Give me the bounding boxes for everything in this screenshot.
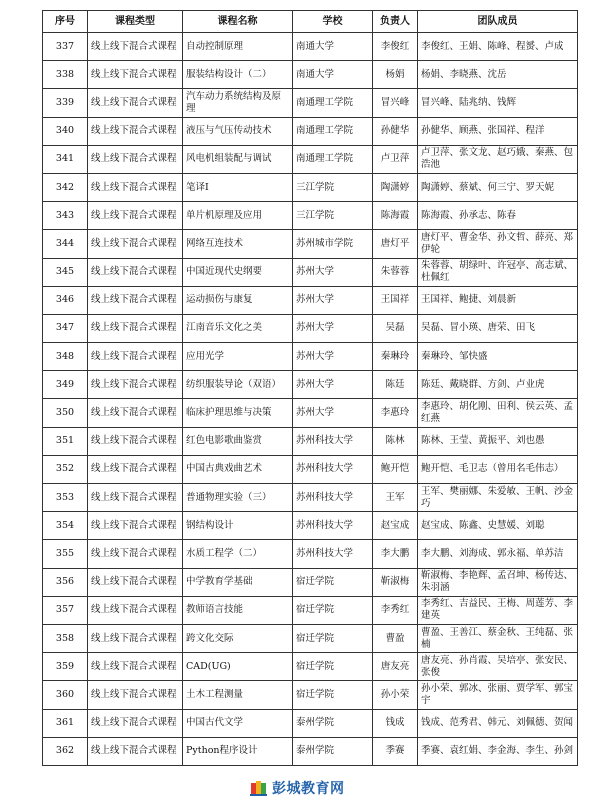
cell-course-type: 线上线下混合式课程 bbox=[88, 117, 183, 145]
cell-no: 340 bbox=[43, 117, 88, 145]
cell-no: 352 bbox=[43, 455, 88, 483]
table-row bbox=[43, 624, 578, 652]
cell-course-type: 线上线下混合式课程 bbox=[88, 681, 183, 709]
table-row bbox=[43, 286, 578, 314]
cell-team: 唐灯平、曹金华、孙文哲、薛亮、郑伊轮 bbox=[418, 230, 578, 258]
cell-no: 358 bbox=[43, 624, 88, 652]
cell-team: 王军、樊丽娜、朱爱敏、王帆、沙金巧 bbox=[418, 484, 578, 512]
cell-lead: 王国祥 bbox=[373, 286, 418, 314]
cell-lead: 卢卫萍 bbox=[373, 145, 418, 173]
cell-school: 泰州学院 bbox=[293, 737, 373, 765]
header-course-type: 课程类型 bbox=[88, 11, 183, 33]
cell-course-name: 跨文化交际 bbox=[183, 624, 293, 652]
cell-course-name: 运动损伤与康复 bbox=[183, 286, 293, 314]
cell-course-name: 土木工程测量 bbox=[183, 681, 293, 709]
cell-team: 陈廷、戴晓群、方剑、卢业虎 bbox=[418, 371, 578, 399]
book-logo-icon bbox=[250, 779, 268, 797]
cell-lead: 杨娟 bbox=[373, 61, 418, 89]
cell-no: 350 bbox=[43, 399, 88, 427]
cell-school: 泰州学院 bbox=[293, 709, 373, 737]
cell-course-type: 线上线下混合式课程 bbox=[88, 540, 183, 568]
cell-course-type: 线上线下混合式课程 bbox=[88, 258, 183, 286]
cell-no: 342 bbox=[43, 173, 88, 201]
cell-course-type: 线上线下混合式课程 bbox=[88, 33, 183, 61]
cell-lead: 陶潇婷 bbox=[373, 173, 418, 201]
cell-school: 宿迁学院 bbox=[293, 596, 373, 624]
cell-team: 陈林、王莹、黄振平、刘也愚 bbox=[418, 427, 578, 455]
cell-course-name: 自动控制原理 bbox=[183, 33, 293, 61]
cell-no: 348 bbox=[43, 343, 88, 371]
table-row bbox=[43, 737, 578, 765]
cell-course-name: 应用光学 bbox=[183, 343, 293, 371]
cell-course-type: 线上线下混合式课程 bbox=[88, 371, 183, 399]
cell-school: 苏州科技大学 bbox=[293, 512, 373, 540]
cell-course-name: 中国古典戏曲艺术 bbox=[183, 455, 293, 483]
cell-course-type: 线上线下混合式课程 bbox=[88, 568, 183, 596]
cell-no: 355 bbox=[43, 540, 88, 568]
table-row bbox=[43, 173, 578, 201]
table-row bbox=[43, 117, 578, 145]
header-course-name: 课程名称 bbox=[183, 11, 293, 33]
table-row bbox=[43, 653, 578, 681]
table-row bbox=[43, 540, 578, 568]
cell-course-type: 线上线下混合式课程 bbox=[88, 173, 183, 201]
cell-lead: 李大鹏 bbox=[373, 540, 418, 568]
cell-course-type: 线上线下混合式课程 bbox=[88, 314, 183, 342]
table-row bbox=[43, 596, 578, 624]
header-school: 学校 bbox=[293, 11, 373, 33]
watermark-logo bbox=[250, 778, 345, 798]
table-row bbox=[43, 399, 578, 427]
table-row bbox=[43, 709, 578, 737]
cell-lead: 冒兴峰 bbox=[373, 89, 418, 117]
cell-lead: 陈林 bbox=[373, 427, 418, 455]
cell-no: 345 bbox=[43, 258, 88, 286]
cell-course-type: 线上线下混合式课程 bbox=[88, 512, 183, 540]
cell-course-type: 线上线下混合式课程 bbox=[88, 653, 183, 681]
cell-team: 赵宝成、陈鑫、史慧媛、刘聪 bbox=[418, 512, 578, 540]
cell-course-name: 单片机原理及应用 bbox=[183, 202, 293, 230]
header-no: 序号 bbox=[43, 11, 88, 33]
cell-team: 李秀红、吉益民、王梅、周莲芳、李建英 bbox=[418, 596, 578, 624]
table-body bbox=[43, 33, 578, 766]
cell-lead: 秦琳玲 bbox=[373, 343, 418, 371]
cell-lead: 孙健华 bbox=[373, 117, 418, 145]
cell-no: 359 bbox=[43, 653, 88, 681]
cell-course-name: 水质工程学（二） bbox=[183, 540, 293, 568]
cell-lead: 季赛 bbox=[373, 737, 418, 765]
cell-no: 339 bbox=[43, 89, 88, 117]
table-row bbox=[43, 230, 578, 258]
table-row bbox=[43, 455, 578, 483]
cell-no: 357 bbox=[43, 596, 88, 624]
cell-team: 陶潇婷、蔡斌、何三宁、罗天妮 bbox=[418, 173, 578, 201]
cell-course-name: 普通物理实验（三） bbox=[183, 484, 293, 512]
cell-course-type: 线上线下混合式课程 bbox=[88, 455, 183, 483]
cell-course-name: 汽车动力系统结构及原理 bbox=[183, 89, 293, 117]
cell-school: 苏州大学 bbox=[293, 314, 373, 342]
cell-school: 苏州科技大学 bbox=[293, 455, 373, 483]
header-team: 团队成员 bbox=[418, 11, 578, 33]
table-row bbox=[43, 314, 578, 342]
table-row bbox=[43, 343, 578, 371]
table-row bbox=[43, 89, 578, 117]
cell-course-type: 线上线下混合式课程 bbox=[88, 709, 183, 737]
cell-school: 宿迁学院 bbox=[293, 653, 373, 681]
cell-lead: 李秀红 bbox=[373, 596, 418, 624]
cell-course-name: 中国近现代史纲要 bbox=[183, 258, 293, 286]
table-row bbox=[43, 145, 578, 173]
cell-team: 钱成、范秀君、韩元、刘佩德、贺闻 bbox=[418, 709, 578, 737]
cell-team: 陈海霞、孙承志、陈春 bbox=[418, 202, 578, 230]
cell-school: 南通大学 bbox=[293, 61, 373, 89]
cell-team: 鲍开恺、毛卫志（曾用名毛伟志） bbox=[418, 455, 578, 483]
cell-course-name: 纺织服装导论（双语） bbox=[183, 371, 293, 399]
cell-course-type: 线上线下混合式课程 bbox=[88, 343, 183, 371]
cell-course-type: 线上线下混合式课程 bbox=[88, 399, 183, 427]
watermark-text: 彭城教育网 bbox=[272, 781, 345, 797]
cell-school: 苏州科技大学 bbox=[293, 427, 373, 455]
cell-course-name: 中学教育学基础 bbox=[183, 568, 293, 596]
cell-team: 李大鹏、刘海成、郭永福、单苏洁 bbox=[418, 540, 578, 568]
cell-course-name: 中国古代文学 bbox=[183, 709, 293, 737]
cell-course-type: 线上线下混合式课程 bbox=[88, 624, 183, 652]
cell-team: 吴磊、冒小瑛、唐荣、田飞 bbox=[418, 314, 578, 342]
cell-no: 356 bbox=[43, 568, 88, 596]
cell-no: 353 bbox=[43, 484, 88, 512]
cell-team: 唐友亮、孙肖霞、吴培亭、张安民、张俊 bbox=[418, 653, 578, 681]
cell-team: 杨娟、李晓燕、沈岳 bbox=[418, 61, 578, 89]
cell-course-type: 线上线下混合式课程 bbox=[88, 61, 183, 89]
cell-no: 362 bbox=[43, 737, 88, 765]
cell-course-type: 线上线下混合式课程 bbox=[88, 230, 183, 258]
cell-course-type: 线上线下混合式课程 bbox=[88, 484, 183, 512]
cell-team: 李惠玲、胡化刚、田利、侯云英、孟红燕 bbox=[418, 399, 578, 427]
cell-course-type: 线上线下混合式课程 bbox=[88, 202, 183, 230]
cell-school: 苏州城市学院 bbox=[293, 230, 373, 258]
cell-lead: 陈海霞 bbox=[373, 202, 418, 230]
cell-no: 341 bbox=[43, 145, 88, 173]
table-row bbox=[43, 61, 578, 89]
cell-course-name: Python程序设计 bbox=[183, 737, 293, 765]
cell-school: 南通理工学院 bbox=[293, 145, 373, 173]
cell-lead: 钱成 bbox=[373, 709, 418, 737]
cell-school: 苏州大学 bbox=[293, 258, 373, 286]
cell-course-name: 江南音乐文化之美 bbox=[183, 314, 293, 342]
cell-no: 360 bbox=[43, 681, 88, 709]
cell-course-name: 钢结构设计 bbox=[183, 512, 293, 540]
cell-school: 南通理工学院 bbox=[293, 117, 373, 145]
cell-no: 344 bbox=[43, 230, 88, 258]
cell-team: 孙健华、顾燕、张国祥、程洋 bbox=[418, 117, 578, 145]
cell-team: 曹盈、王善江、蔡金秋、王纯磊、张楠 bbox=[418, 624, 578, 652]
cell-school: 宿迁学院 bbox=[293, 624, 373, 652]
cell-school: 苏州大学 bbox=[293, 371, 373, 399]
cell-school: 宿迁学院 bbox=[293, 568, 373, 596]
cell-course-name: 液压与气压传动技术 bbox=[183, 117, 293, 145]
cell-lead: 唐灯平 bbox=[373, 230, 418, 258]
cell-course-type: 线上线下混合式课程 bbox=[88, 737, 183, 765]
cell-school: 苏州大学 bbox=[293, 399, 373, 427]
cell-school: 南通理工学院 bbox=[293, 89, 373, 117]
course-table bbox=[42, 10, 578, 766]
table-row bbox=[43, 33, 578, 61]
cell-course-name: 笔译Ⅰ bbox=[183, 173, 293, 201]
cell-school: 苏州大学 bbox=[293, 286, 373, 314]
table-row bbox=[43, 512, 578, 540]
cell-lead: 王军 bbox=[373, 484, 418, 512]
cell-no: 351 bbox=[43, 427, 88, 455]
table-row bbox=[43, 371, 578, 399]
cell-team: 孙小荣、郭冰、张丽、贾学军、郭宝宇 bbox=[418, 681, 578, 709]
cell-no: 349 bbox=[43, 371, 88, 399]
header-lead: 负责人 bbox=[373, 11, 418, 33]
cell-lead: 李惠玲 bbox=[373, 399, 418, 427]
cell-course-name: 网络互连技术 bbox=[183, 230, 293, 258]
cell-lead: 鲍开恺 bbox=[373, 455, 418, 483]
cell-course-name: 风电机组装配与调试 bbox=[183, 145, 293, 173]
table-row bbox=[43, 681, 578, 709]
cell-school: 三江学院 bbox=[293, 202, 373, 230]
cell-course-name: 红色电影歌曲鉴赏 bbox=[183, 427, 293, 455]
table-row bbox=[43, 568, 578, 596]
table-row bbox=[43, 484, 578, 512]
cell-course-name: 服装结构设计（二） bbox=[183, 61, 293, 89]
cell-lead: 孙小荣 bbox=[373, 681, 418, 709]
cell-course-type: 线上线下混合式课程 bbox=[88, 427, 183, 455]
cell-lead: 李俊红 bbox=[373, 33, 418, 61]
table-row bbox=[43, 258, 578, 286]
cell-lead: 靳淑梅 bbox=[373, 568, 418, 596]
cell-lead: 赵宝成 bbox=[373, 512, 418, 540]
cell-school: 南通大学 bbox=[293, 33, 373, 61]
cell-no: 337 bbox=[43, 33, 88, 61]
cell-team: 卢卫萍、张文龙、赵巧娥、秦燕、包浩池 bbox=[418, 145, 578, 173]
cell-lead: 陈廷 bbox=[373, 371, 418, 399]
cell-no: 354 bbox=[43, 512, 88, 540]
cell-school: 宿迁学院 bbox=[293, 681, 373, 709]
cell-course-type: 线上线下混合式课程 bbox=[88, 145, 183, 173]
cell-lead: 吴磊 bbox=[373, 314, 418, 342]
cell-school: 苏州大学 bbox=[293, 343, 373, 371]
cell-course-type: 线上线下混合式课程 bbox=[88, 596, 183, 624]
cell-no: 338 bbox=[43, 61, 88, 89]
table-row bbox=[43, 202, 578, 230]
cell-school: 苏州科技大学 bbox=[293, 484, 373, 512]
cell-course-name: 教师语言技能 bbox=[183, 596, 293, 624]
table-header-row bbox=[43, 11, 578, 33]
cell-no: 347 bbox=[43, 314, 88, 342]
cell-team: 冒兴峰、陆兆纳、钱辉 bbox=[418, 89, 578, 117]
cell-no: 361 bbox=[43, 709, 88, 737]
cell-team: 季赛、袁红娟、李金海、李生、孙剑 bbox=[418, 737, 578, 765]
cell-school: 三江学院 bbox=[293, 173, 373, 201]
cell-course-type: 线上线下混合式课程 bbox=[88, 89, 183, 117]
cell-lead: 曹盈 bbox=[373, 624, 418, 652]
cell-course-name: CAD(UG) bbox=[183, 653, 293, 681]
cell-team: 秦琳玲、邹快盛 bbox=[418, 343, 578, 371]
cell-team: 李俊红、王娟、陈峰、程赟、卢成 bbox=[418, 33, 578, 61]
cell-course-type: 线上线下混合式课程 bbox=[88, 286, 183, 314]
cell-team: 靳淑梅、李艳辉、孟召坤、杨传达、朱羽涵 bbox=[418, 568, 578, 596]
cell-school: 苏州科技大学 bbox=[293, 540, 373, 568]
cell-no: 346 bbox=[43, 286, 88, 314]
cell-team: 朱蓉蓉、胡绿叶、许冠亭、高志斌、杜佩红 bbox=[418, 258, 578, 286]
table-row bbox=[43, 427, 578, 455]
cell-team: 王国祥、鲍捷、刘晨新 bbox=[418, 286, 578, 314]
cell-lead: 唐友亮 bbox=[373, 653, 418, 681]
cell-no: 343 bbox=[43, 202, 88, 230]
cell-lead: 朱蓉蓉 bbox=[373, 258, 418, 286]
cell-course-name: 临床护理思维与决策 bbox=[183, 399, 293, 427]
